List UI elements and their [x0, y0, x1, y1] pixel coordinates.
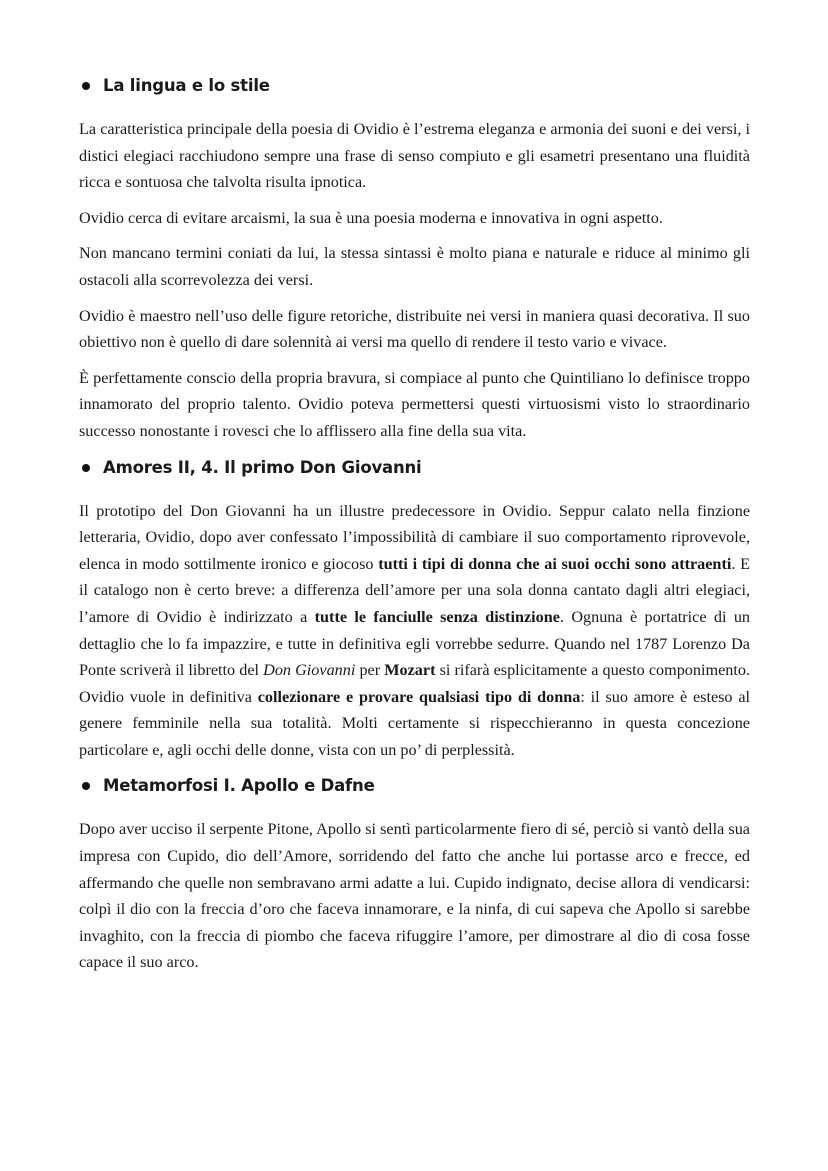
- heading-text: Metamorfosi I. Apollo e Dafne: [103, 776, 375, 796]
- heading-text: La lingua e lo stile: [103, 76, 270, 95]
- paragraph: La caratteristica principale della poesia di Ovidio è l’estrema eleganza e armonia dei suoni e dei versi, i distici elegiaci racchiudono sempre una frase di senso compiuto e gli esametri presentano una fluidità ricca e sontuosa che talvolta risulta ipnotica.: [79, 120, 750, 192]
- bold-text: collezionare e provare qualsiasi tipo di donna: [257, 687, 581, 706]
- text-run: . Ognuna è portatrice di un dettaglio che lo fa impazzire, e tutte in definitiva egli vorrebbe sedurre. Quando nel 1787 Lorenzo Da Ponte scriverà il libretto del: [79, 607, 751, 680]
- bullet-icon: [82, 464, 90, 472]
- document-page: [79, 72, 750, 985]
- text-run: Il prototipo del Don Giovanni ha un illustre predecessore in Ovidio. Seppur calato nella finzione letteraria, Ovidio, dopo aver confessato l’impossibilità di cambiare il suo comportamento riprovevole, elenca in modo sottilmente ironico e giocoso: [79, 501, 750, 573]
- paragraph: Ovidio è maestro nell’uso delle figure retoriche, distribuite nei versi in maniera quasi decorativa. Il suo obiettivo non è quello di dare solennità ai versi ma quello di rendere il testo vario e vivace.: [79, 306, 750, 352]
- bold-text: tutti i tipi di donna che ai suoi occhi sono attraenti: [378, 554, 732, 573]
- section-heading-lingua-stile: [79, 72, 750, 100]
- paragraph-don-giovanni: [79, 498, 750, 764]
- paragraph: È perfettamente conscio della propria bravura, si compiace al punto che Quintiliano lo definisce troppo innamorato del proprio talento. Ovidio poteva permettersi questi virtuosismi visto lo straordinario successo nonostante i rovesci che lo afflissero alla fine della sua vita.: [79, 368, 750, 440]
- paragraph: Non mancano termini coniati da lui, la stessa sintassi è molto piana e naturale e riduce al minimo gli ostacoli alla scorrevolezza dei versi.: [79, 244, 750, 289]
- section-heading-amores: [79, 454, 750, 482]
- bullet-icon: [82, 782, 90, 790]
- bullet-icon: [82, 82, 90, 90]
- heading-text: Amores II, 4. Il primo Don Giovanni: [103, 457, 422, 477]
- italic-title: Don Giovanni: [263, 661, 356, 680]
- text-run: . E il catalogo non è certo breve: a differenza dell’amore per una sola donna cantato dagli altri elegiaci, l’amore di Ovidio è indirizzato a: [79, 554, 750, 626]
- text-run: : il suo amore è esteso al genere femminile nella sua totalità. Molti certamente si rispecchieranno in questa concezione particolare e, agli occhi delle donne, vista con un po’ di perplessità.: [79, 687, 750, 759]
- bold-text: tutte le fanciulle senza distinzione: [314, 607, 560, 626]
- section-heading-metamorfosi: [79, 772, 750, 800]
- bold-text: Mozart: [384, 661, 436, 680]
- text-run: per: [355, 661, 385, 680]
- paragraph: Dopo aver ucciso il serpente Pitone, Apollo si sentì particolarmente fiero di sé, perciò si vantò della sua impresa con Cupido, dio dell’Amore, sorridendo del fatto che anche lui portasse arco e frecce, ed affermando che quelle non sembravano armi adatte a lui. Cupido indignato, decise allora di vendicarsi: colpì il dio con la freccia d’oro che faceva innamorare, e la ninfa, di cui sapeva che Apollo si sarebbe invaghito, con la freccia di piombo che faceva rifuggire l’amore, per dimostrare al dio di cosa fosse capace il suo arco.: [79, 820, 750, 972]
- paragraph: Ovidio cerca di evitare arcaismi, la sua è una poesia moderna e innovativa in ogni aspetto.: [79, 208, 663, 227]
- text-run: si rifarà esplicitamente a questo componimento. Ovidio vuole in definitiva: [79, 661, 751, 706]
